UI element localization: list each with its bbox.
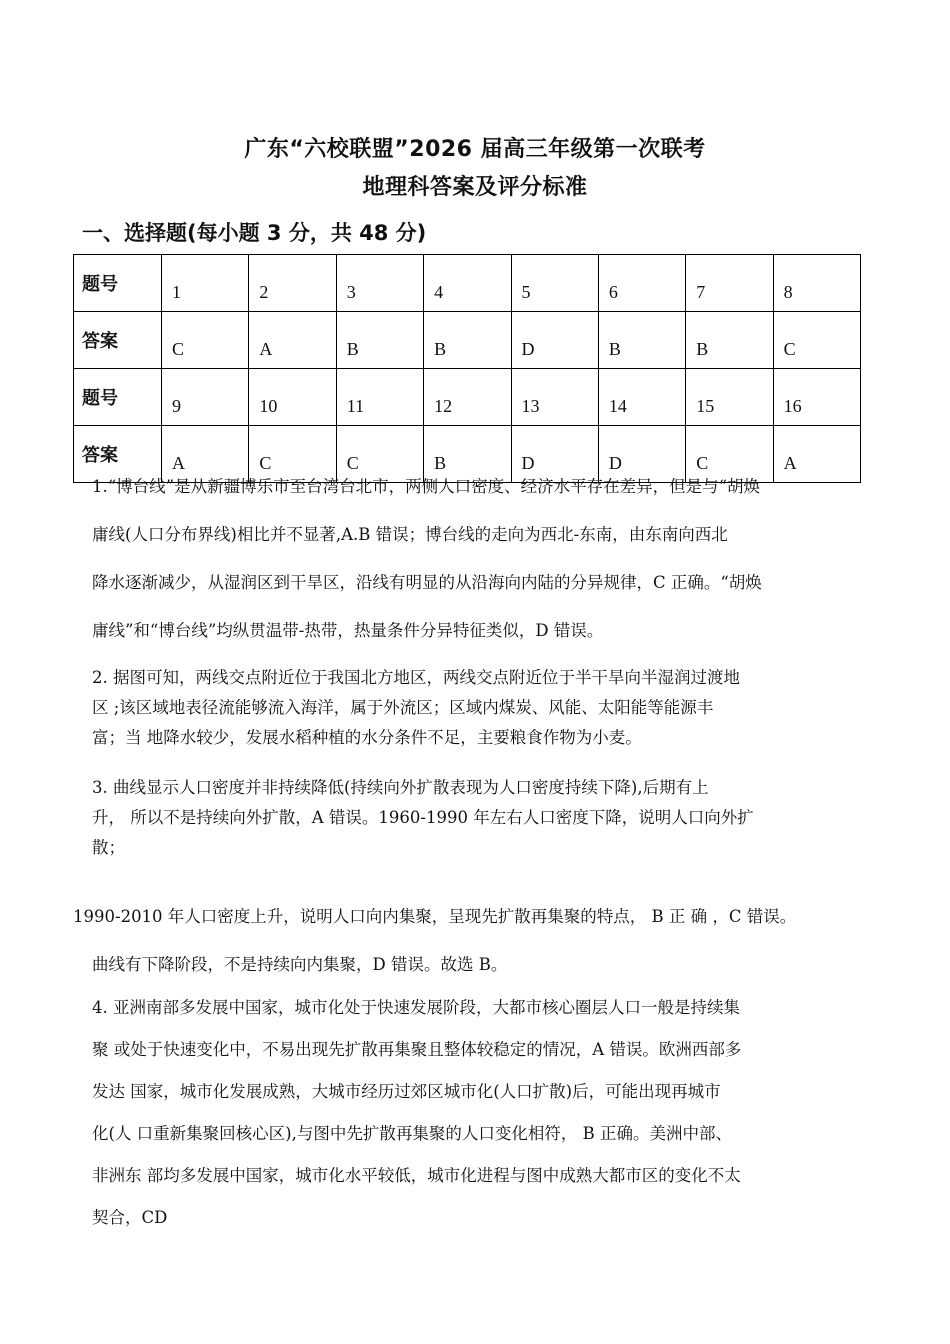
answer-table-row — [74, 369, 861, 426]
answer-table-cell: D — [511, 312, 598, 369]
answer-table-cell: C — [773, 312, 860, 369]
answer-table-cell: 12 — [424, 369, 511, 426]
answer-table-cell: B — [424, 426, 511, 483]
answer-table-cell: D — [598, 426, 685, 483]
explanation-q1 — [92, 463, 882, 655]
answer-table-cell: 10 — [249, 369, 336, 426]
answer-table-cell: 7 — [686, 255, 773, 312]
explanation-q2 — [92, 663, 872, 753]
explanation-q2-line: 2. 据图可知，两线交点附近位于我国北方地区，两线交点附近位于半干旱向半湿润过渡地 — [92, 668, 740, 687]
explanation-q4 — [92, 987, 872, 1239]
answer-table-row-label: 题号 — [74, 255, 162, 312]
explanation-q4-line: 非洲东 部均多发展中国家，城市化水平较低，城市化进程与图中成熟大都市区的变化不太 — [92, 1166, 741, 1185]
answer-table-cell: C — [686, 426, 773, 483]
document-title: 广东“六校联盟”2026 届高三年级第一次联考 — [244, 137, 706, 162]
answer-table-cell: B — [336, 312, 423, 369]
explanation-q3-line: 升， 所以不是持续向外扩散，A 错误。1960-1990 年左右人口密度下降，说明人口向外扩 — [92, 808, 754, 827]
explanation-q4-line: 4. 亚洲南部多发展中国家，城市化处于快速发展阶段，大都市核心圈层人口一般是持续集 — [92, 998, 740, 1017]
answer-table-cell: B — [598, 312, 685, 369]
explanation-q4-line: 契合，CD — [92, 1208, 168, 1227]
answer-table-row-label: 答案 — [74, 312, 162, 369]
answer-table-body — [74, 255, 861, 483]
answer-table-cell: A — [162, 426, 249, 483]
answer-table-cell: 2 — [249, 255, 336, 312]
document-subtitle: 地理科答案及评分标准 — [362, 175, 588, 200]
answer-table-cell: 15 — [686, 369, 773, 426]
explanation-q1-line: 降水逐渐减少，从湿润区到干旱区，沿线有明显的从沿海向内陆的分异规律，C 正确。“胡焕 — [92, 573, 762, 592]
answer-table-cell: C — [162, 312, 249, 369]
explanation-q4-line: 聚 或处于快速变化中，不易出现先扩散再集聚且整体较稳定的情况，A 错误。欧洲西部多 — [92, 1040, 742, 1059]
answer-table-cell: D — [511, 426, 598, 483]
answer-table-cell: 14 — [598, 369, 685, 426]
answer-table-cell: 3 — [336, 255, 423, 312]
answer-table-cell: 8 — [773, 255, 860, 312]
explanation-q3-continued: 1990-2010 年人口密度上升，说明人口向内集聚，呈现先扩散再集聚的特点， B 正 确 ，C 错误。 — [73, 907, 797, 926]
explanation-q4-line: 发达 国家，城市化发展成熟，大城市经历过郊区城市化(人口扩散)后，可能出现再城市 — [92, 1082, 721, 1101]
answer-table-row — [74, 312, 861, 369]
explanation-q1-line: 庸线(人口分布界线)相比并不显著,A.B 错误；博台线的走向为西北-东南，由东南向西北 — [92, 525, 728, 544]
explanation-q2-line: 富；当 地降水较少，发展水稻种植的水分条件不足，主要粮食作物为小麦。 — [92, 728, 642, 747]
answer-table-row-label: 题号 — [74, 369, 162, 426]
answer-table-cell: A — [773, 426, 860, 483]
explanation-q3-conclusion: 曲线有下降阶段，不是持续向内集聚，D 错误。故选 B。 — [92, 955, 508, 974]
answer-table-cell: B — [686, 312, 773, 369]
answer-table-cell: 1 — [162, 255, 249, 312]
explanation-q2-line: 区 ;该区域地表径流能够流入海洋，属于外流区；区域内煤炭、风能、太阳能等能源丰 — [92, 698, 714, 717]
answer-table — [73, 254, 861, 483]
answer-table-row — [74, 255, 861, 312]
section-heading-choice: 一、选择题(每小题 3 分，共 48 分) — [82, 221, 427, 245]
answer-table-cell: 16 — [773, 369, 860, 426]
explanation-q1-line: 1.“博台线”是从新疆博乐市至台湾台北市，两侧人口密度、经济水平存在差异，但是与“胡焕 — [92, 477, 761, 496]
answer-table-cell: A — [249, 312, 336, 369]
explanation-q3-line: 散； — [92, 838, 125, 857]
explanation-q3-line: 3. 曲线显示人口密度并非持续降低(持续向外扩散表现为人口密度持续下降),后期有上 — [92, 778, 709, 797]
answer-table-cell: 13 — [511, 369, 598, 426]
answer-table-cell: 11 — [336, 369, 423, 426]
explanation-q3 — [92, 773, 872, 863]
answer-table-row-label: 答案 — [74, 426, 162, 483]
explanation-q1-line: 庸线”和“博台线”均纵贯温带-热带，热量条件分异特征类似，D 错误。 — [92, 621, 604, 640]
answer-table-cell: 6 — [598, 255, 685, 312]
answer-table-cell: B — [424, 312, 511, 369]
explanation-q4-line: 化(人 口重新集聚回核心区),与图中先扩散再集聚的人口变化相符， B 正确。美洲中部、 — [92, 1124, 732, 1143]
answer-table-cell: C — [336, 426, 423, 483]
answer-table-cell: C — [249, 426, 336, 483]
answer-table-cell: 5 — [511, 255, 598, 312]
answer-table-cell: 4 — [424, 255, 511, 312]
answer-table-cell: 9 — [162, 369, 249, 426]
